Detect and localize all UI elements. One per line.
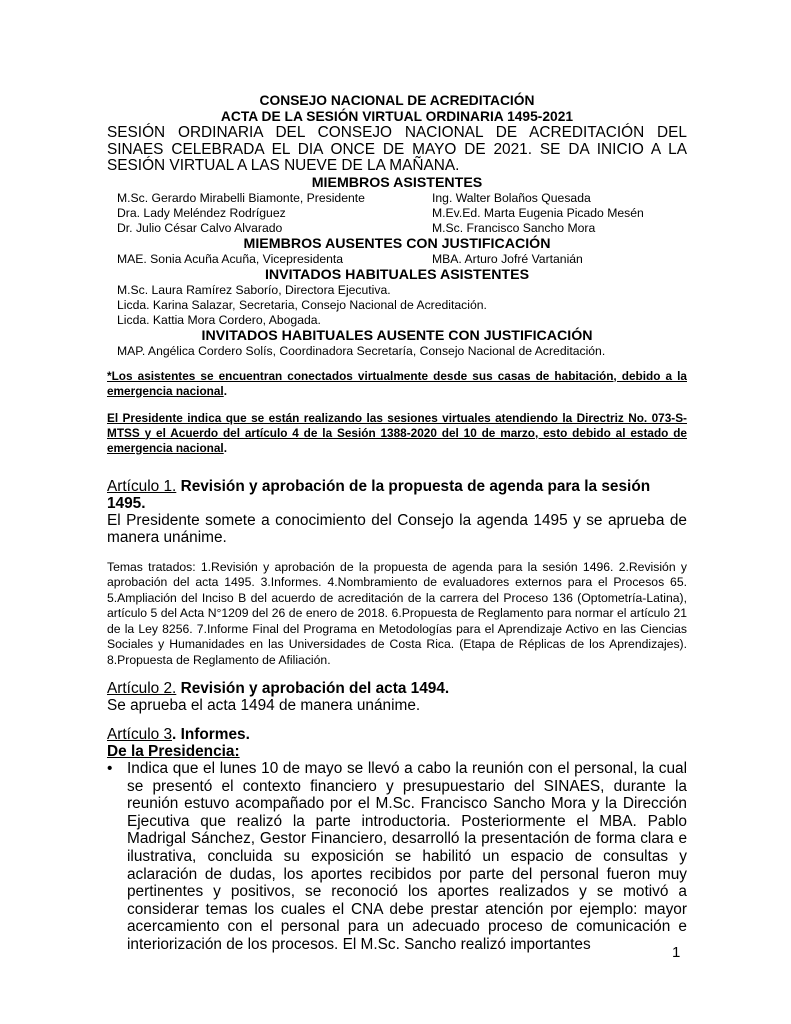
invitados-asistentes-heading: INVITADOS HABITUALES ASISTENTES <box>264 266 530 283</box>
org-title: CONSEJO NACIONAL DE ACREDITACIÓN <box>259 93 535 108</box>
guest-name: Licda. Karina Salazar, Secretaria, Consejo Nacional de Acreditación. <box>117 297 487 312</box>
member-name: Ing. Walter Bolaños Quesada <box>432 190 591 205</box>
article-2-heading <box>107 680 687 697</box>
miembros-ausentes-heading: MIEMBROS AUSENTES CON JUSTIFICACIÓN <box>243 235 551 252</box>
article-label: Artículo 3 <box>107 726 173 743</box>
member-name: Dr. Julio César Calvo Alvarado <box>117 220 283 235</box>
list-item <box>107 760 687 954</box>
guest-name: Licda. Kattia Mora Cordero, Abogada. <box>117 312 321 327</box>
article-label: Artículo 2. <box>107 680 177 697</box>
article-1-topics: Temas tratados: 1.Revisión y aprobación de la propuesta de agenda para la sesión 1496. 2.Revisión y aprobación del acta 1495. 3.Informes. 4.Nombramiento de evaluadores externos para el Procesos 65. 5.Ampliación del Inciso B del acuerdo de acreditación de la carrera del Proceso 136 (Optometría-Latina), artículo 5 del Acta N°1209 del 26 de enero de 2018. 6.Propuesta de Reglamento para normar el artículo 21 de la Ley 8256. 7.Informe Final del Programa en Metodologías para el Aprendizaje Activo en las Ciencias Sociales y Humanidades en las Universidades de Costa Rica. (Etapa de Réplicas de los Aprendizajes). 8.Propuesta de Reglamento de Afiliación. <box>107 559 687 667</box>
list-item-text: Indica que el lunes 10 de mayo se llevó a cabo la reunión con el personal, la cual se presentó el contexto financiero y presupuestario del SINAES, durante la reunión estuvo acompañado por el M.Sc. Francisco Sancho Mora y la Dirección Ejecutiva que realizó la parte introductoria. Posteriormente el MBA. Pablo Madrigal Sánchez, Gestor Financiero, desarrolló la presentación de forma clara e ilustrativa, concluida su exposición se habilitó un espacio de consultas y aclaración de dudas, los aportes recibidos por parte del personal fueron muy pertinentes y positivos, se reconoció los aportes realizados y se motivó a considerar temas los cuales el CNA debe prestar atención por ejemplo: mayor acercamiento con el personal para un adecuado proceso de comunicación e interiorización de los procesos. El M.Sc. Sancho realizó importantes <box>127 760 687 953</box>
invitados-ausentes-heading: INVITADOS HABITUALES AUSENTE CON JUSTIFICACIÓN <box>201 327 593 344</box>
bullet-icon: • <box>107 760 113 777</box>
member-name: MBA. Arturo Jofré Vartanián <box>432 251 583 266</box>
article-title: Revisión y aprobación de la propuesta de agenda para la sesión 1495. <box>107 477 651 512</box>
directive-note <box>107 411 687 456</box>
guest-name: M.Sc. Laura Ramírez Saborío, Directora Ejecutiva. <box>117 282 391 297</box>
page-number: 1 <box>672 944 681 961</box>
note-text: *Los asistentes se encuentran conectados virtualmente desde sus casas de habitación, debido a la emergencia nacional <box>107 368 687 398</box>
note-end: . <box>223 383 227 398</box>
acta-title: ACTA DE LA SESIÓN VIRTUAL ORDINARIA 1495-2021 <box>220 109 574 124</box>
member-name: M.Ev.Ed. Marta Eugenia Picado Mesén <box>432 205 644 220</box>
note-text: El Presidente indica que se están realizando las sesiones virtuales atendiendo la Directriz No. 073-S-MTSS y el Acuerdo del artículo 4 de la Sesión 1388-2020 del 10 de marzo, esto debido al estado de emergencia nacional <box>107 410 687 455</box>
member-name: Dra. Lady Meléndez Rodríguez <box>117 205 286 220</box>
article-title: Revisión y aprobación del acta 1494. <box>176 680 450 697</box>
article-label: Artículo 1. <box>107 477 177 495</box>
document-content <box>107 93 687 954</box>
miembros-asistentes-list <box>117 191 687 236</box>
article-1-heading <box>107 478 687 512</box>
member-name: M.Sc. Gerardo Mirabelli Biamonte, Presidente <box>117 190 365 205</box>
member-name: M.Sc. Francisco Sancho Mora <box>432 220 596 235</box>
miembros-asistentes-heading: MIEMBROS ASISTENTES <box>311 174 483 191</box>
subheading-text: De la Presidencia: <box>107 743 240 760</box>
session-intro: SESIÓN ORDINARIA DEL CONSEJO NACIONAL DE ACREDITACIÓN DEL SINAES CELEBRADA EL DIA ONCE DE MAYO DE 2021. SE DA INICIO A LA SESIÓN VIRTUAL A LAS NUEVE DE LA MAÑANA. <box>107 124 687 174</box>
virtual-attendance-note <box>107 369 687 399</box>
article-2-body: Se aprueba el acta 1494 de manera unánime. <box>107 697 421 714</box>
article-1-body: El Presidente somete a conocimiento del Consejo la agenda 1495 y se aprueba de manera unánime. <box>107 511 687 546</box>
article-title: . Informes. <box>172 726 250 743</box>
miembros-ausentes-list <box>117 252 687 267</box>
guest-name: MAP. Angélica Cordero Solís, Coordinadora Secretaría, Consejo Nacional de Acreditación. <box>117 343 606 358</box>
member-name: MAE. Sonia Acuña Acuña, Vicepresidenta <box>117 251 344 266</box>
presidencia-subheading <box>107 743 687 760</box>
article-3-heading <box>107 726 687 743</box>
note-end: . <box>223 440 227 455</box>
